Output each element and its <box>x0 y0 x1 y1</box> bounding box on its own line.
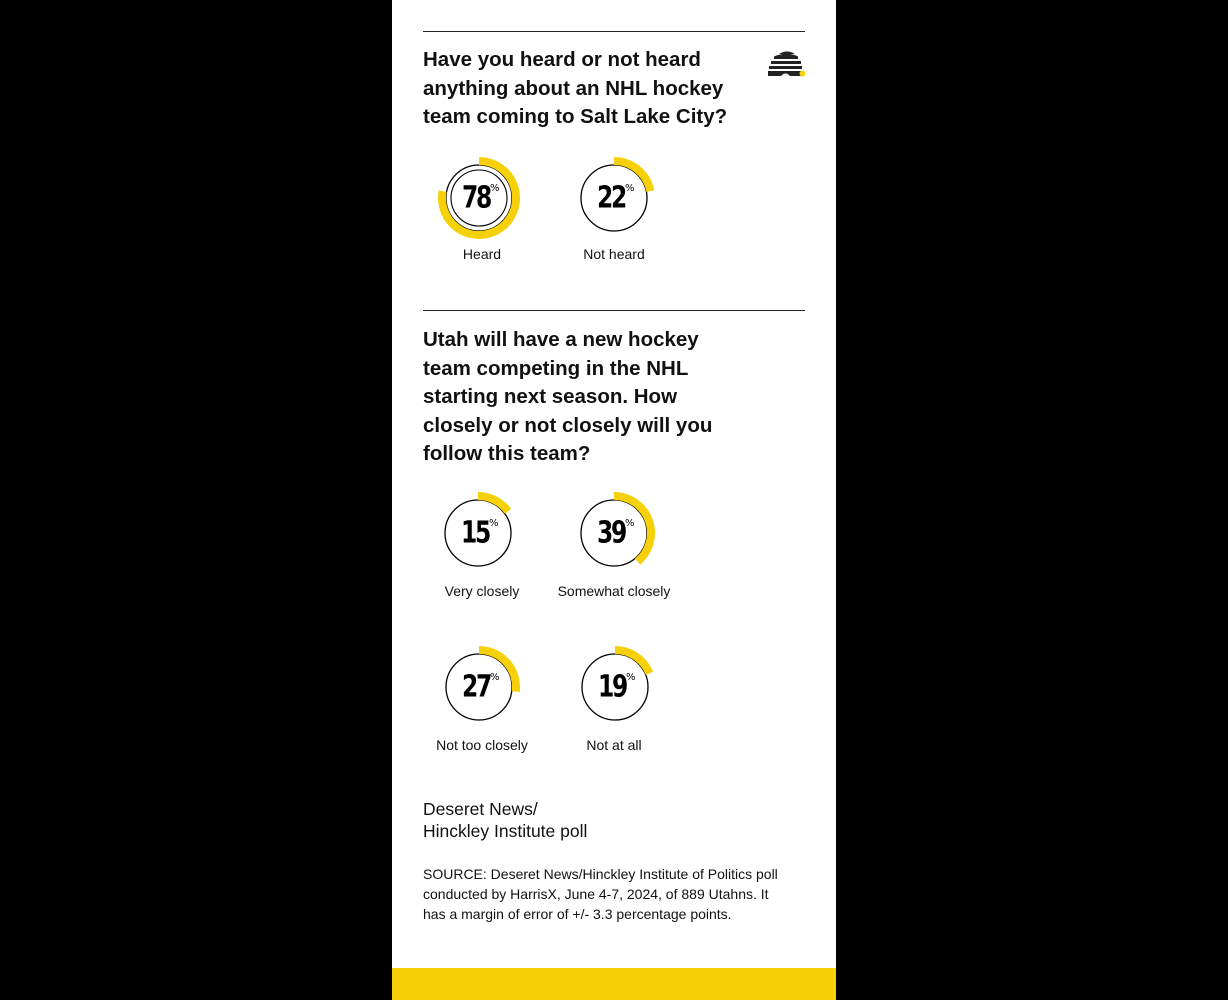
category-label: Very closely <box>444 583 520 599</box>
donut-not-at-all <box>581 653 649 721</box>
donut-value-label: 78 <box>462 180 490 216</box>
question-2-line: Utah will have a new hockey <box>423 328 699 351</box>
section-divider <box>423 310 805 311</box>
donut-unit-label: % <box>625 183 635 194</box>
section-divider <box>423 31 805 32</box>
donut-unit-label: % <box>489 518 499 529</box>
footer-accent-bar <box>392 968 836 1000</box>
question-2-line: starting next season. How <box>423 385 678 408</box>
donut-unit-label: % <box>490 183 500 194</box>
donut-value-label: 27 <box>462 669 490 705</box>
donut-unit-label: % <box>490 672 500 683</box>
donut-value-label: 22 <box>597 180 625 216</box>
poll-title <box>423 798 587 842</box>
donut-value-label: 39 <box>597 515 625 551</box>
category-label: Not heard <box>583 246 645 262</box>
donut-heard <box>445 164 513 232</box>
category-label: Not too closely <box>436 737 528 753</box>
donut-not-heard <box>580 164 648 232</box>
source-note: SOURCE: Deseret News/Hinckley Institute of Politics poll conducted by HarrisX, June 4-7, 2024, of 889 Utahns. It has a margin of error of +/- 3.3 percentage points. <box>423 866 778 922</box>
donut-unit-label: % <box>626 672 636 683</box>
question-2-line: closely or not closely will you <box>423 413 713 437</box>
donut-value-label: 15 <box>461 515 489 551</box>
graphic-panel <box>392 0 836 1000</box>
donut-not-too-closely <box>445 653 513 721</box>
question-1-title <box>423 46 727 132</box>
donut-somewhat-closely <box>580 499 648 567</box>
donut-unit-label: % <box>625 518 635 529</box>
beehive-icon <box>768 50 806 80</box>
donut-value-label: 19 <box>598 669 626 705</box>
question-2-line: follow this team? <box>423 442 591 465</box>
category-label: Not at all <box>586 737 642 753</box>
poll-title-line: Hinckley Institute poll <box>423 821 588 841</box>
question-1-line: anything about an NHL hockey <box>423 76 724 100</box>
category-label: Heard <box>462 246 502 262</box>
question-2-title <box>423 326 712 469</box>
donut-very-closely <box>444 499 512 567</box>
question-1-line: team coming to Salt Lake City? <box>423 105 728 128</box>
question-2-line: team competing in the NHL <box>423 356 689 380</box>
poll-title-line: Deseret News/ <box>423 799 538 819</box>
question-1-line: Have you heard or not heard <box>423 48 701 71</box>
category-label: Somewhat closely <box>557 583 671 599</box>
